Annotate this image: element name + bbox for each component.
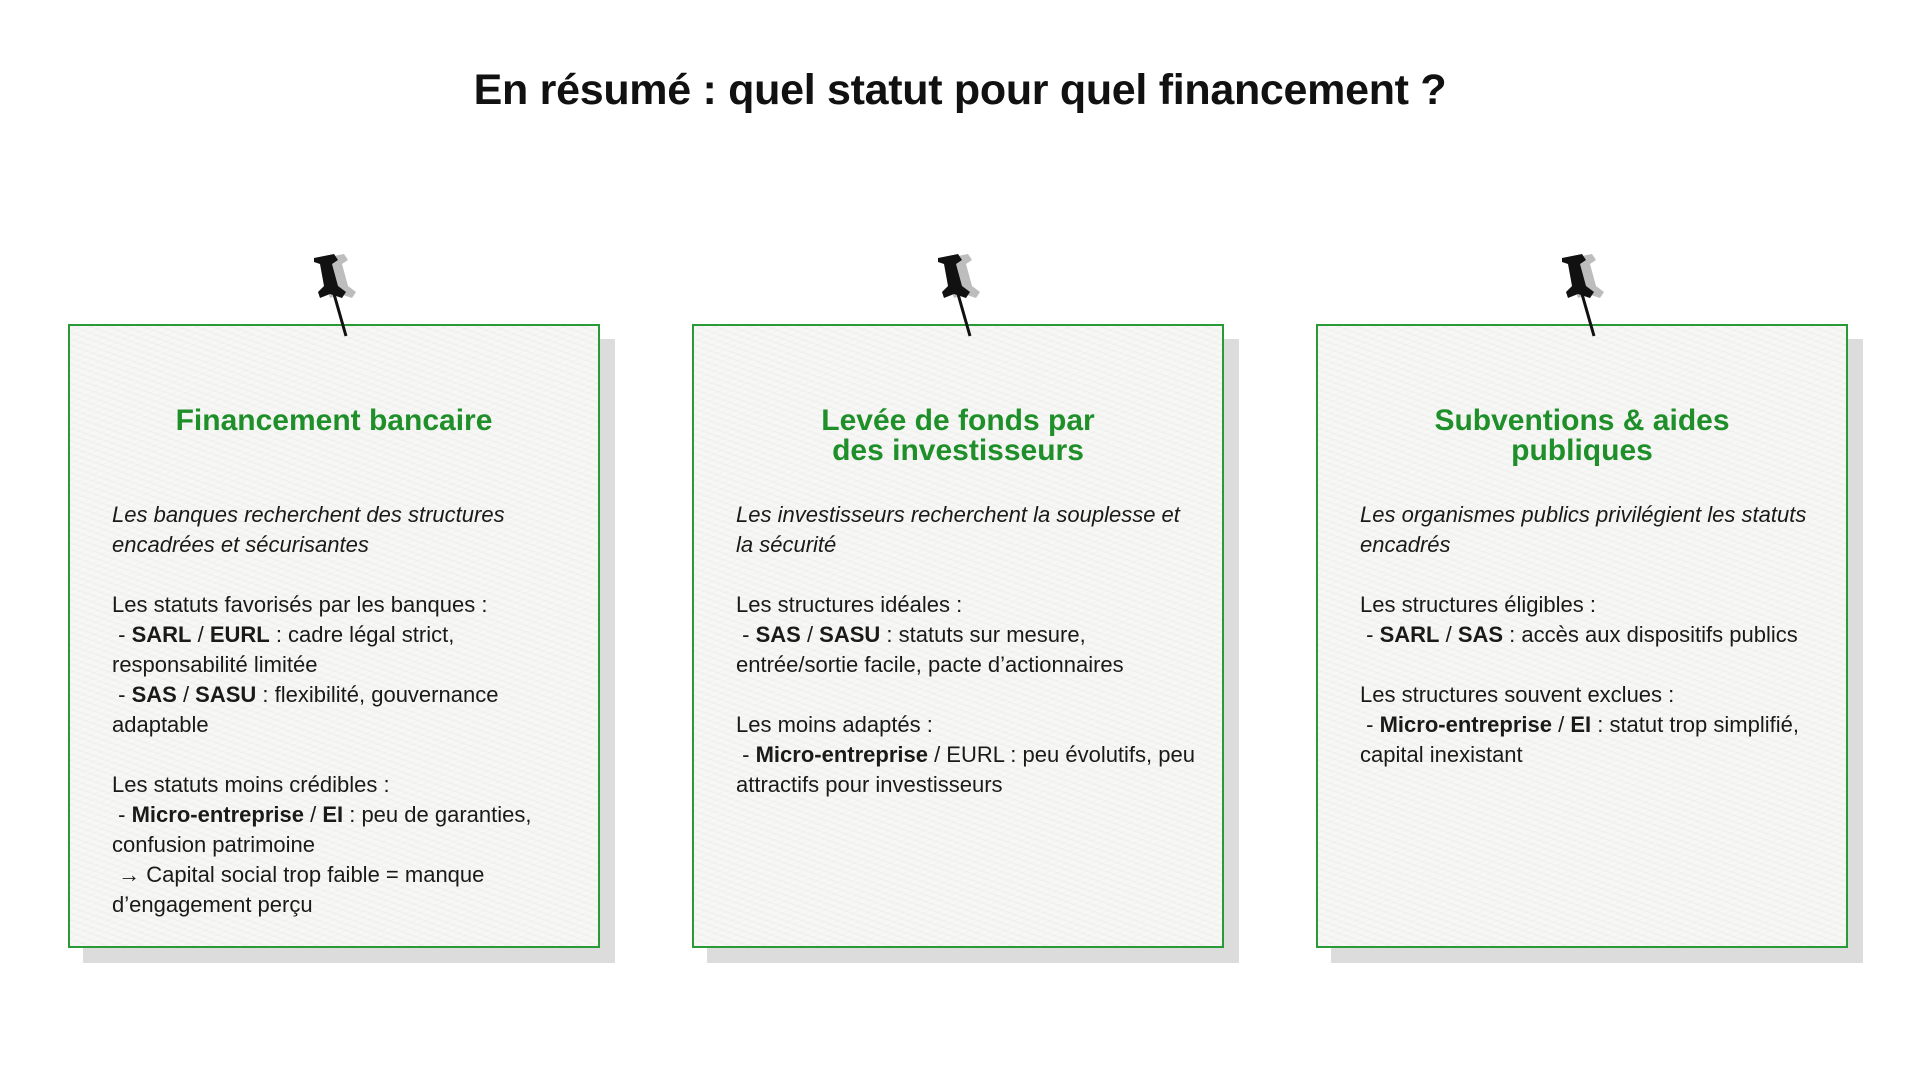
card-public-grants [1316, 324, 1848, 948]
list-item: - Micro-entreprise / EURL : peu évolutifs, peu attractifs pour investisseurs [736, 742, 1202, 797]
section-label: Les structures éligibles : [1360, 592, 1596, 617]
list-item: - SAS / SASU : statuts sur mesure, entrée/sortie facile, pacte d’actionnaires [736, 622, 1124, 677]
pushpin-icon [312, 252, 368, 340]
section-label: Les statuts favorisés par les banques : [112, 592, 488, 617]
card-section [112, 770, 572, 920]
card-intro: Les investisseurs recherchent la souplesse et la sécurité [736, 502, 1180, 557]
section-note: → Capital social trop faible = manque d’engagement perçu [112, 862, 491, 917]
card-body [1360, 500, 1820, 800]
card-heading: Financement bancaire [175, 404, 493, 437]
card-intro: Les organismes publics privilégient les statuts encadrés [1360, 502, 1807, 557]
card-fundraising [692, 324, 1224, 948]
card-section [736, 590, 1196, 680]
card-section [112, 590, 572, 740]
card-section [1360, 680, 1820, 770]
card-heading: Levée de fonds par des investisseurs [821, 404, 1095, 467]
pushpin-icon [936, 252, 992, 340]
section-label: Les structures idéales : [736, 592, 963, 617]
card-bank-financing [68, 324, 600, 948]
section-label: Les structures souvent exclues : [1360, 682, 1675, 707]
pushpin-icon [1560, 252, 1616, 340]
page-title: En résumé : quel statut pour quel financement ? [473, 66, 1447, 114]
card-body [112, 500, 572, 950]
section-label: Les moins adaptés : [736, 712, 933, 737]
list-item: - Micro-entreprise / EI : statut trop simplifié, capital inexistant [1360, 712, 1806, 767]
card-panel [68, 324, 600, 948]
card-panel [692, 324, 1224, 948]
card-panel [1316, 324, 1848, 948]
card-section [1360, 590, 1820, 650]
card-section [736, 710, 1202, 800]
list-item: - Micro-entreprise / EI : peu de garanties, confusion patrimoine [112, 802, 538, 857]
section-label: Les statuts moins crédibles : [112, 772, 390, 797]
card-intro: Les banques recherchent des structures encadrées et sécurisantes [112, 502, 505, 557]
list-item: - SARL / EURL : cadre légal strict, responsabilité limitée [112, 622, 461, 677]
list-item: - SARL / SAS : accès aux dispositifs publics [1360, 622, 1798, 647]
card-heading: Subventions & aides publiques [1434, 404, 1730, 467]
card-body [736, 500, 1202, 830]
list-item: - SAS / SASU : flexibilité, gouvernance adaptable [112, 682, 505, 737]
